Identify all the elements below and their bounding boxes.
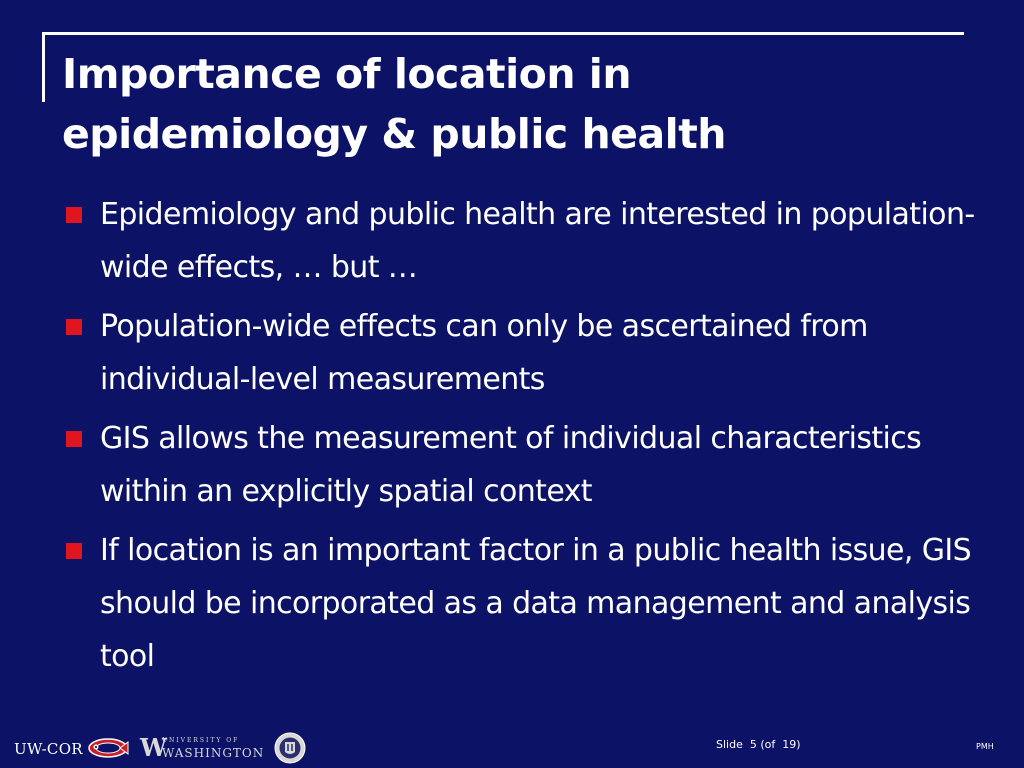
title-frame-left-line [42, 32, 45, 102]
bullet-list [62, 188, 1002, 689]
uw-logo-icon [140, 733, 265, 762]
uw-logo-big-text: WASHINGTON [162, 746, 265, 760]
bullet-text: Epidemiology and public health are interested in population-wide effects, … but … [100, 197, 975, 285]
slide-number: Slide 5 (of 19) [716, 738, 801, 751]
slide-title-line-1: Importance of location in [62, 50, 632, 98]
bullet-text: GIS allows the measurement of individual characteristics within an explicitly spatial context [100, 421, 922, 509]
bullet-item [62, 412, 1002, 518]
slide-title-line-2: epidemiology & public health [62, 110, 726, 158]
author-initials: PMH [976, 742, 994, 751]
org-label: UW-COR [14, 740, 83, 758]
seal-icon [274, 732, 306, 764]
bullet-square-icon [66, 431, 82, 447]
bullet-item [62, 524, 1002, 683]
bullet-item [62, 188, 1002, 294]
uw-logo-small-text: UNIVERSITY OF [162, 737, 240, 744]
bullet-text: Population-wide effects can only be ascertained from individual-level measurements [100, 309, 868, 397]
slide-title [62, 44, 962, 164]
bullet-square-icon [66, 319, 82, 335]
title-frame-top-line [42, 32, 964, 35]
bullet-text: If location is an important factor in a public health issue, GIS should be incorporated as a data management and analysis tool [100, 533, 972, 674]
uw-w-mark: W [140, 733, 167, 762]
bullet-item [62, 300, 1002, 406]
bullet-square-icon [66, 207, 82, 223]
fish-logo-icon [86, 736, 130, 760]
bullet-square-icon [66, 543, 82, 559]
slide-footer [0, 722, 1024, 768]
